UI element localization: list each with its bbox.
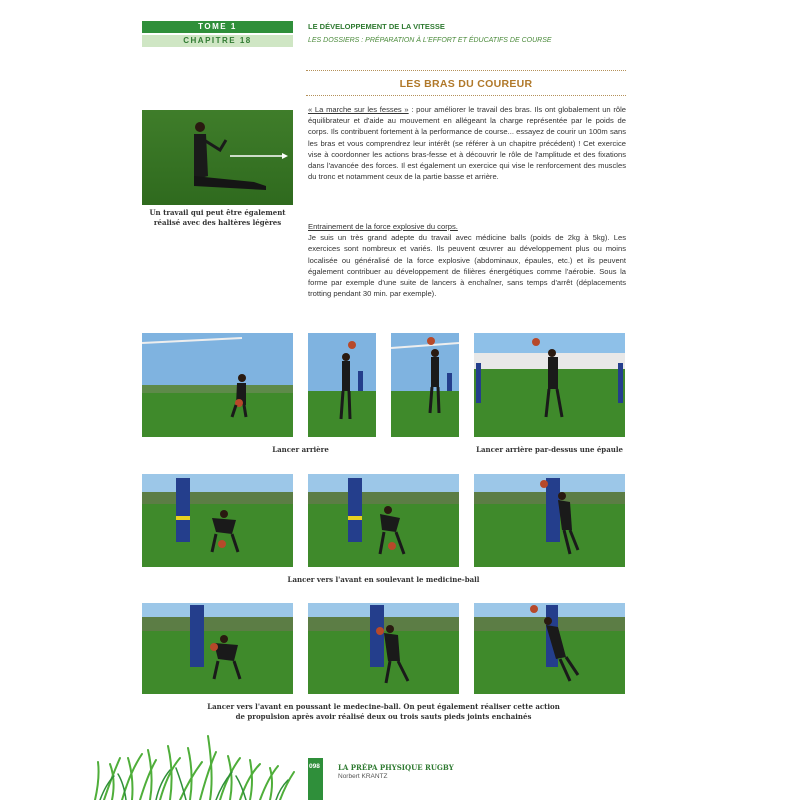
side-photo (142, 110, 293, 205)
tome-label: TOME 1 (142, 21, 293, 33)
page-number: 098 (309, 763, 320, 770)
photo-row2-1 (142, 474, 293, 567)
photo-row3-2 (308, 603, 459, 694)
grass-decoration (90, 728, 300, 800)
book-title: LA PRÉPA PHYSIQUE RUGBY (338, 763, 454, 772)
caption-row3-line1: Lancer vers l'avant en poussant le medecine-ball. On peut également réaliser cette action (207, 702, 560, 711)
photo-row2-2 (308, 474, 459, 567)
caption-row1-left: Lancer arrière (272, 445, 329, 454)
paragraph-2 (308, 221, 626, 299)
photo-row3-1 (142, 603, 293, 694)
author-name: Norbert KRANTZ (338, 773, 388, 780)
caption-row1-right: Lancer arrière par-dessus une épaule (476, 445, 623, 454)
side-photo-caption: Un travail qui peut être également réalisé avec des haltères légères (149, 208, 286, 227)
photo-row1-4 (474, 333, 625, 437)
paragraph-1 (308, 104, 626, 182)
paragraph-2-text: Je suis un très grand adepte du travail avec médicine balls (poids de 2kg à 5kg). Les exercices sont nombreux et variés. Ils peuvent œuvrer au développement plus ou moins localisée ou généralisé de la force explosive (abdominaux, épaules, etc.) et ils peuvent également contribuer au développement de filières énergétiques comme l'aérobie. Sous la forme par exemple d'une suite de lancers à enchaîner, sans temps d'arrêt (déplacements trotting pendant 30 min. par exemple). (308, 233, 626, 299)
photo-row2-3 (474, 474, 625, 567)
photo-row1-2 (308, 333, 376, 437)
title-rule-top (306, 70, 626, 71)
paragraph-1-lead: « La marche sur les fesses » (308, 105, 409, 114)
section-title: LE DÉVELOPPEMENT DE LA VITESSE (308, 22, 445, 31)
photo-row1-1 (142, 333, 293, 437)
paragraph-2-heading: Entrainement de la force explosive du corps. (308, 222, 458, 231)
photo-row1-3 (391, 333, 459, 437)
caption-row3-line2: de propulsion après avoir réalisé deux ou trois sauts pieds joints enchainés (235, 712, 532, 721)
paragraph-1-text: : pour améliorer le travail des bras. Ils ont globalement un rôle équilibrateur et d'aide au mouvement en allégeant la charge représentée par le poids de corps. Ils contribuent fortement à la performance de course... essayez de courir un 100m sans les bras et vous comprendrez leur intérêt (se référer à un chapitre précédent) ! Cet exercice vise à coordonner les actions bras-fesse et à découvrir le rôle de l'amplitude et des fixations dans l'avancée des forces. Il est également un exercice qui vise le renforcement des muscles du tronc et notamment ceux de la partie basse et arrière. (308, 105, 627, 182)
caption-row3 (142, 702, 625, 722)
article-title: LES BRAS DU COUREUR (399, 78, 533, 90)
section-subtitle: LES DOSSIERS : PRÉPARATION À L'EFFORT ET ÉDUCATIFS DE COURSE (308, 37, 552, 44)
photo-row3-3 (474, 603, 625, 694)
chapter-label: CHAPITRE 18 (142, 35, 293, 47)
title-rule-bottom (306, 95, 626, 96)
caption-row2: Lancer vers l'avant en soulevant le medicine-ball (287, 575, 480, 584)
